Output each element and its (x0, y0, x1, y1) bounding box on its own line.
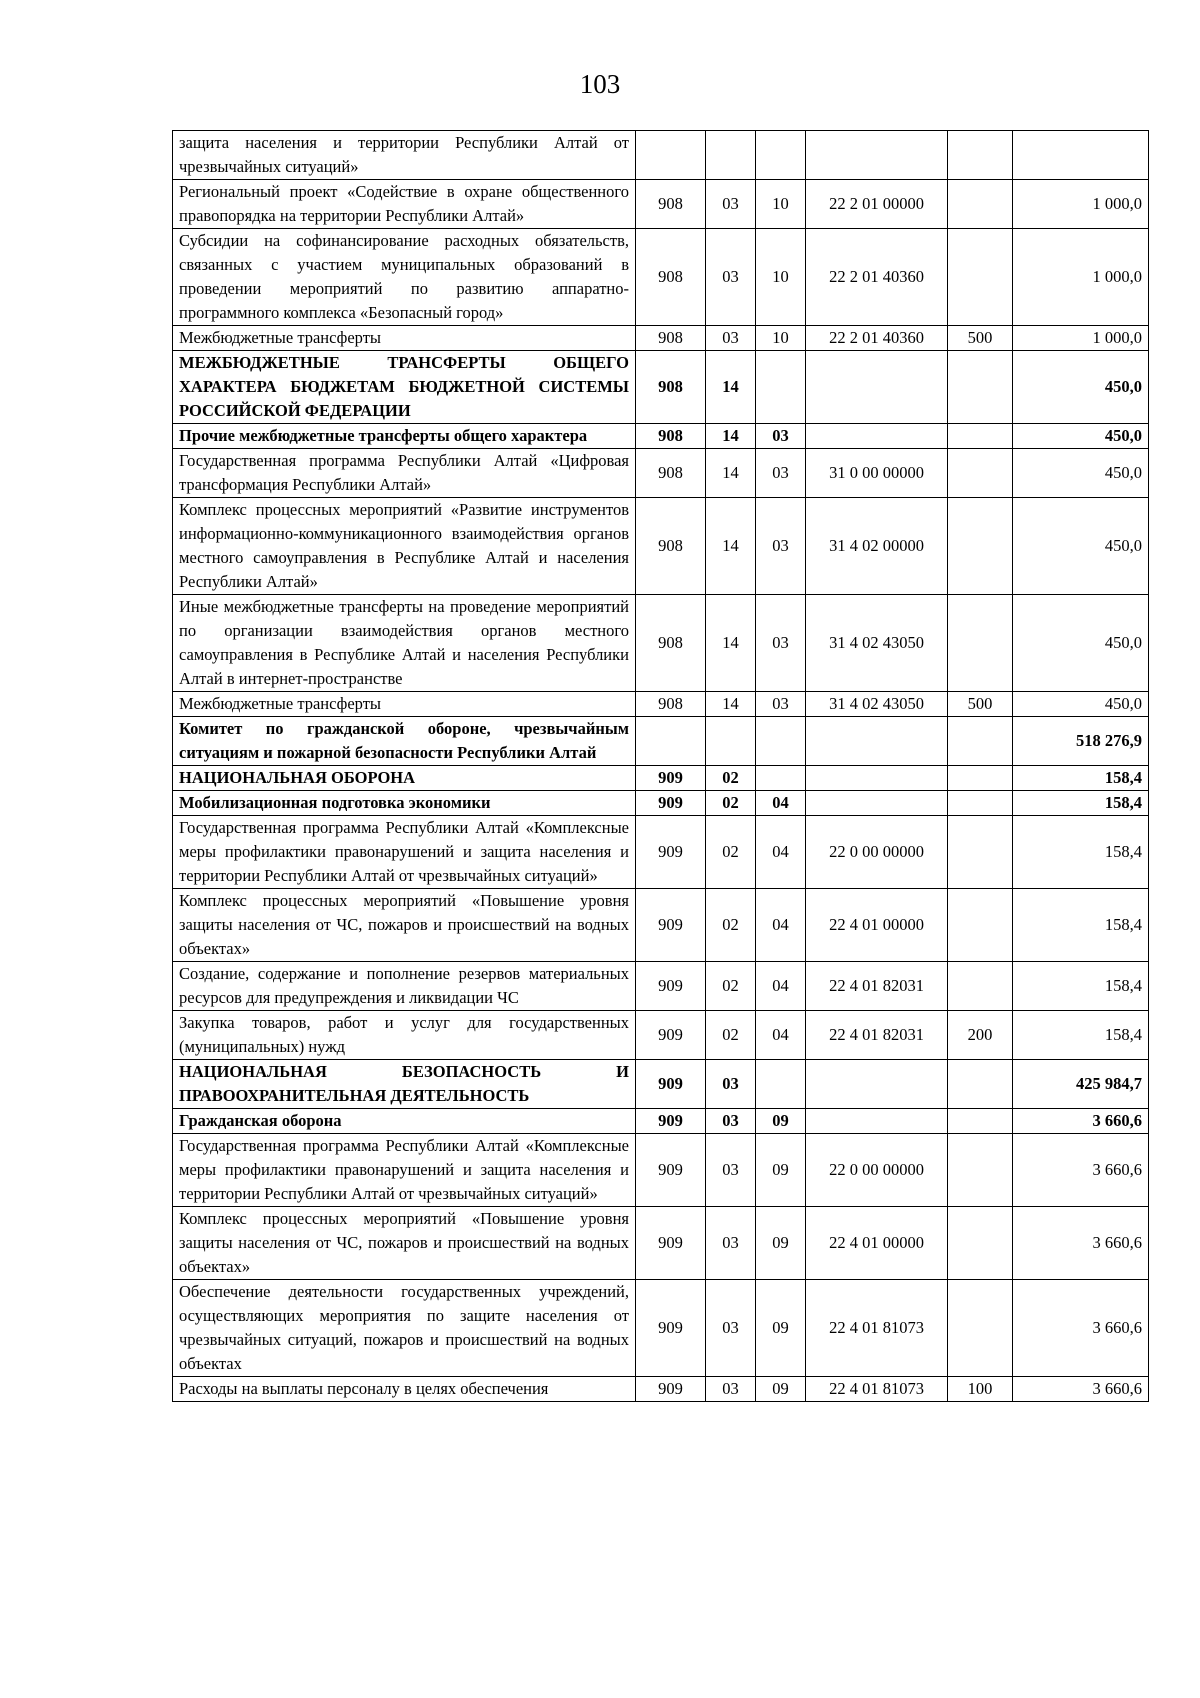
row-sum-cell: 1 000,0 (1013, 326, 1149, 351)
row-csr-cell: 31 4 02 43050 (806, 595, 948, 692)
row-name-cell: защита населения и территории Республики Алтай от чрезвычайных ситуаций» (173, 131, 636, 180)
row-pr-cell: 09 (756, 1280, 806, 1377)
row-sum-cell: 450,0 (1013, 351, 1149, 424)
row-rz-cell: 03 (706, 1134, 756, 1207)
row-pr-cell: 10 (756, 229, 806, 326)
row-csr-cell (806, 424, 948, 449)
row-sum-cell: 450,0 (1013, 498, 1149, 595)
table-row (173, 962, 1149, 1011)
row-vr-cell (948, 816, 1013, 889)
row-vr-cell: 100 (948, 1377, 1013, 1402)
row-rz-cell: 02 (706, 962, 756, 1011)
row-csr-cell (806, 351, 948, 424)
row-csr-cell: 31 0 00 00000 (806, 449, 948, 498)
row-pr-cell (756, 351, 806, 424)
row-name-cell: Комплекс процессных мероприятий «Повышение уровня защиты населения от ЧС, пожаров и происшествий на водных объектах» (173, 1207, 636, 1280)
row-rz-cell: 03 (706, 326, 756, 351)
row-pr-cell: 04 (756, 791, 806, 816)
page-number: 103 (579, 69, 621, 99)
row-ved-cell: 908 (636, 595, 706, 692)
row-vr-cell (948, 717, 1013, 766)
row-ved-cell (636, 131, 706, 180)
row-vr-cell (948, 131, 1013, 180)
table-row (173, 816, 1149, 889)
row-pr-cell: 04 (756, 962, 806, 1011)
row-rz-cell: 14 (706, 424, 756, 449)
row-csr-cell: 22 4 01 00000 (806, 1207, 948, 1280)
row-vr-cell (948, 1207, 1013, 1280)
budget-table-body (173, 131, 1149, 1402)
row-vr-cell (948, 1280, 1013, 1377)
row-name-cell: Расходы на выплаты персоналу в целях обеспечения (173, 1377, 636, 1402)
row-name-cell: Мобилизационная подготовка экономики (173, 791, 636, 816)
row-rz-cell: 14 (706, 595, 756, 692)
row-ved-cell: 909 (636, 1060, 706, 1109)
row-name-cell: Комплекс процессных мероприятий «Повышение уровня защиты населения от ЧС, пожаров и происшествий на водных объектах» (173, 889, 636, 962)
table-row (173, 889, 1149, 962)
table-row (173, 766, 1149, 791)
row-rz-cell: 03 (706, 1060, 756, 1109)
row-sum-cell: 450,0 (1013, 595, 1149, 692)
row-name-cell: Иные межбюджетные трансферты на проведение мероприятий по организации взаимодействия органов местного самоуправления в Республике Алтай и населения Республики Алтай в интернет-пространстве (173, 595, 636, 692)
row-ved-cell: 909 (636, 1280, 706, 1377)
row-rz-cell (706, 717, 756, 766)
row-sum-cell: 3 660,6 (1013, 1280, 1149, 1377)
row-pr-cell: 09 (756, 1377, 806, 1402)
row-name-cell: Межбюджетные трансферты (173, 692, 636, 717)
row-csr-cell: 22 2 01 40360 (806, 326, 948, 351)
table-row (173, 1109, 1149, 1134)
row-ved-cell: 909 (636, 889, 706, 962)
row-pr-cell: 03 (756, 692, 806, 717)
table-row (173, 1060, 1149, 1109)
table-row (173, 791, 1149, 816)
row-ved-cell: 909 (636, 1134, 706, 1207)
row-name-cell: Гражданская оборона (173, 1109, 636, 1134)
row-csr-cell: 22 2 01 00000 (806, 180, 948, 229)
row-sum-cell: 450,0 (1013, 424, 1149, 449)
row-ved-cell: 909 (636, 766, 706, 791)
row-ved-cell: 909 (636, 1109, 706, 1134)
row-name-cell: Комплекс процессных мероприятий «Развитие инструментов информационно-коммуникационного взаимодействия органов местного самоуправления в Республике Алтай и населения Республики Алтай» (173, 498, 636, 595)
row-csr-cell (806, 717, 948, 766)
row-rz-cell: 02 (706, 1011, 756, 1060)
table-row (173, 131, 1149, 180)
row-rz-cell: 02 (706, 889, 756, 962)
row-vr-cell: 200 (948, 1011, 1013, 1060)
row-vr-cell (948, 498, 1013, 595)
row-vr-cell (948, 229, 1013, 326)
row-ved-cell: 908 (636, 498, 706, 595)
row-sum-cell: 3 660,6 (1013, 1134, 1149, 1207)
row-vr-cell (948, 791, 1013, 816)
table-row (173, 1207, 1149, 1280)
row-ved-cell: 909 (636, 1207, 706, 1280)
table-row (173, 717, 1149, 766)
row-csr-cell: 22 4 01 81073 (806, 1280, 948, 1377)
row-pr-cell: 09 (756, 1207, 806, 1280)
row-sum-cell: 158,4 (1013, 1011, 1149, 1060)
row-pr-cell (756, 717, 806, 766)
row-rz-cell: 02 (706, 816, 756, 889)
row-sum-cell: 158,4 (1013, 889, 1149, 962)
row-csr-cell: 22 4 01 82031 (806, 962, 948, 1011)
row-sum-cell: 158,4 (1013, 962, 1149, 1011)
table-row (173, 1377, 1149, 1402)
row-ved-cell: 908 (636, 692, 706, 717)
row-name-cell: Обеспечение деятельности государственных учреждений, осуществляющих мероприятия по защите населения от чрезвычайных ситуаций, пожаров и происшествий на водных объектах (173, 1280, 636, 1377)
row-rz-cell: 14 (706, 498, 756, 595)
row-sum-cell: 3 660,6 (1013, 1207, 1149, 1280)
row-csr-cell: 31 4 02 43050 (806, 692, 948, 717)
row-rz-cell: 02 (706, 791, 756, 816)
row-pr-cell (756, 766, 806, 791)
row-rz-cell: 02 (706, 766, 756, 791)
row-sum-cell: 450,0 (1013, 449, 1149, 498)
row-name-cell: Межбюджетные трансферты (173, 326, 636, 351)
row-name-cell: НАЦИОНАЛЬНАЯ ОБОРОНА (173, 766, 636, 791)
row-vr-cell: 500 (948, 326, 1013, 351)
row-pr-cell: 03 (756, 449, 806, 498)
row-pr-cell: 03 (756, 595, 806, 692)
row-rz-cell: 03 (706, 1377, 756, 1402)
row-vr-cell (948, 595, 1013, 692)
row-pr-cell (756, 131, 806, 180)
row-vr-cell (948, 180, 1013, 229)
budget-table (172, 130, 1149, 1402)
row-csr-cell: 22 4 01 82031 (806, 1011, 948, 1060)
row-csr-cell (806, 766, 948, 791)
row-vr-cell (948, 889, 1013, 962)
row-csr-cell: 22 2 01 40360 (806, 229, 948, 326)
row-vr-cell (948, 1060, 1013, 1109)
row-vr-cell (948, 962, 1013, 1011)
row-name-cell: Закупка товаров, работ и услуг для государственных (муниципальных) нужд (173, 1011, 636, 1060)
row-sum-cell (1013, 131, 1149, 180)
row-sum-cell: 158,4 (1013, 816, 1149, 889)
table-row (173, 424, 1149, 449)
table-row (173, 1134, 1149, 1207)
row-rz-cell: 03 (706, 180, 756, 229)
row-rz-cell: 03 (706, 1280, 756, 1377)
row-vr-cell (948, 766, 1013, 791)
row-ved-cell: 908 (636, 229, 706, 326)
table-row (173, 180, 1149, 229)
row-name-cell: МЕЖБЮДЖЕТНЫЕ ТРАНСФЕРТЫ ОБЩЕГО ХАРАКТЕРА БЮДЖЕТАМ БЮДЖЕТНОЙ СИСТЕМЫ РОССИЙСКОЙ ФЕДЕРАЦИИ (173, 351, 636, 424)
table-row (173, 1011, 1149, 1060)
row-pr-cell: 04 (756, 816, 806, 889)
row-pr-cell: 09 (756, 1109, 806, 1134)
row-csr-cell: 31 4 02 00000 (806, 498, 948, 595)
row-sum-cell: 158,4 (1013, 791, 1149, 816)
row-name-cell: НАЦИОНАЛЬНАЯ БЕЗОПАСНОСТЬ И ПРАВООХРАНИТЕЛЬНАЯ ДЕЯТЕЛЬНОСТЬ (173, 1060, 636, 1109)
row-ved-cell: 909 (636, 1011, 706, 1060)
row-pr-cell: 04 (756, 889, 806, 962)
row-ved-cell: 909 (636, 1377, 706, 1402)
row-csr-cell: 22 4 01 00000 (806, 889, 948, 962)
table-row (173, 692, 1149, 717)
row-pr-cell: 10 (756, 180, 806, 229)
row-ved-cell: 909 (636, 816, 706, 889)
row-ved-cell: 909 (636, 962, 706, 1011)
row-sum-cell: 3 660,6 (1013, 1377, 1149, 1402)
table-row (173, 595, 1149, 692)
row-ved-cell: 908 (636, 449, 706, 498)
row-sum-cell: 518 276,9 (1013, 717, 1149, 766)
row-name-cell: Комитет по гражданской обороне, чрезвычайным ситуациям и пожарной безопасности Республики Алтай (173, 717, 636, 766)
row-name-cell: Создание, содержание и пополнение резервов материальных ресурсов для предупреждения и ликвидации ЧС (173, 962, 636, 1011)
row-pr-cell: 03 (756, 498, 806, 595)
row-pr-cell: 03 (756, 424, 806, 449)
table-row (173, 449, 1149, 498)
row-csr-cell (806, 131, 948, 180)
row-pr-cell: 04 (756, 1011, 806, 1060)
row-pr-cell: 10 (756, 326, 806, 351)
row-name-cell: Субсидии на софинансирование расходных обязательств, связанных с участием муниципальных образований в проведении мероприятий по развитию аппаратно-программного комплекса «Безопасный город» (173, 229, 636, 326)
row-csr-cell: 22 0 00 00000 (806, 816, 948, 889)
row-rz-cell: 14 (706, 449, 756, 498)
row-vr-cell (948, 1134, 1013, 1207)
row-vr-cell: 500 (948, 692, 1013, 717)
table-row (173, 498, 1149, 595)
row-ved-cell (636, 717, 706, 766)
row-ved-cell: 908 (636, 326, 706, 351)
row-rz-cell: 14 (706, 692, 756, 717)
row-sum-cell: 3 660,6 (1013, 1109, 1149, 1134)
row-name-cell: Государственная программа Республики Алтай «Комплексные меры профилактики правонарушений и защита населения и территории Республики Алтай от чрезвычайных ситуаций» (173, 816, 636, 889)
row-pr-cell (756, 1060, 806, 1109)
table-row (173, 1280, 1149, 1377)
row-rz-cell: 03 (706, 229, 756, 326)
row-vr-cell (948, 424, 1013, 449)
row-vr-cell (948, 1109, 1013, 1134)
table-row (173, 229, 1149, 326)
table-row (173, 351, 1149, 424)
row-csr-cell: 22 0 00 00000 (806, 1134, 948, 1207)
row-rz-cell (706, 131, 756, 180)
row-name-cell: Прочие межбюджетные трансферты общего характера (173, 424, 636, 449)
row-ved-cell: 909 (636, 791, 706, 816)
row-rz-cell: 03 (706, 1207, 756, 1280)
row-ved-cell: 908 (636, 424, 706, 449)
row-sum-cell: 450,0 (1013, 692, 1149, 717)
row-name-cell: Региональный проект «Содействие в охране общественного правопорядка на территории Республики Алтай» (173, 180, 636, 229)
row-rz-cell: 03 (706, 1109, 756, 1134)
row-sum-cell: 1 000,0 (1013, 229, 1149, 326)
row-ved-cell: 908 (636, 351, 706, 424)
table-row (173, 326, 1149, 351)
row-name-cell: Государственная программа Республики Алтай «Комплексные меры профилактики правонарушений и защита населения и территории Республики Алтай от чрезвычайных ситуаций» (173, 1134, 636, 1207)
row-csr-cell: 22 4 01 81073 (806, 1377, 948, 1402)
row-csr-cell (806, 791, 948, 816)
row-csr-cell (806, 1060, 948, 1109)
row-csr-cell (806, 1109, 948, 1134)
row-name-cell: Государственная программа Республики Алтай «Цифровая трансформация Республики Алтай» (173, 449, 636, 498)
row-vr-cell (948, 449, 1013, 498)
row-ved-cell: 908 (636, 180, 706, 229)
row-vr-cell (948, 351, 1013, 424)
row-sum-cell: 425 984,7 (1013, 1060, 1149, 1109)
row-sum-cell: 158,4 (1013, 766, 1149, 791)
row-rz-cell: 14 (706, 351, 756, 424)
row-sum-cell: 1 000,0 (1013, 180, 1149, 229)
row-pr-cell: 09 (756, 1134, 806, 1207)
